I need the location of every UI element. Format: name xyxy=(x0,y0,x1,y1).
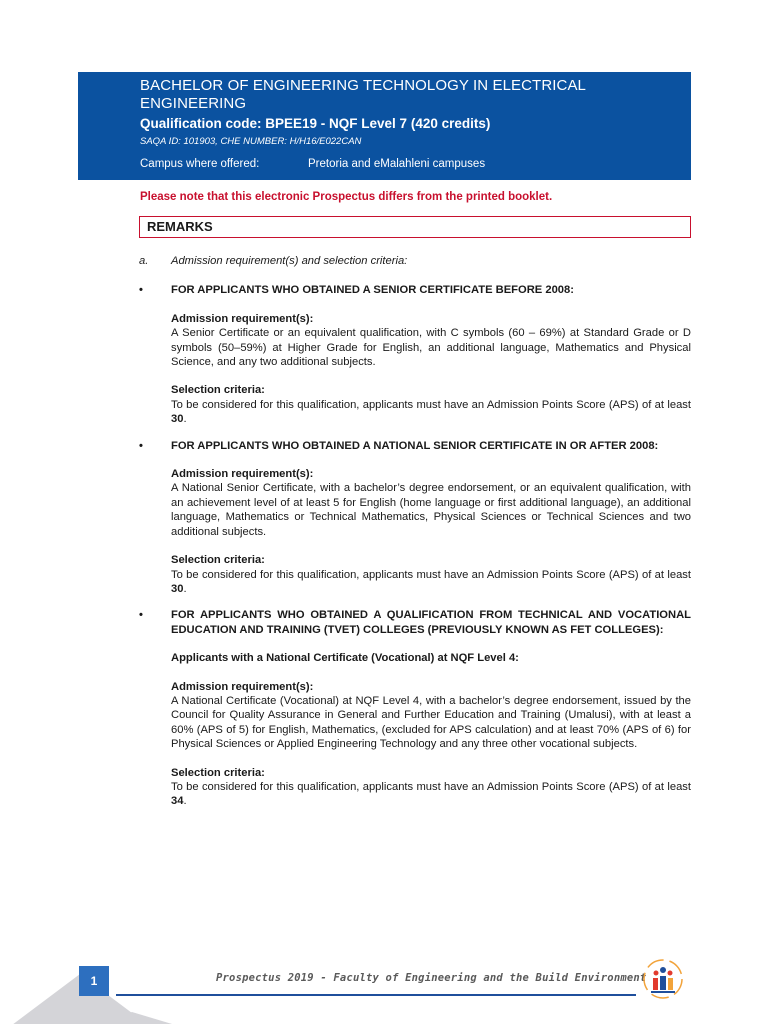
section-heading: FOR APPLICANTS WHO OBTAINED A NATIONAL SENIOR CERTIFICATE IN OR AFTER 2008: xyxy=(171,439,659,452)
section-2-body xyxy=(171,467,691,596)
remarks-title: REMARKS xyxy=(147,219,213,234)
qualification-code: Qualification code: BPEE19 - NQF Level 7 (420 credits) xyxy=(140,116,491,131)
footer-title: Prospectus 2019 - Faculty of Engineering and the Build Environment xyxy=(216,972,647,984)
footer-divider xyxy=(116,994,636,996)
section-3-body xyxy=(171,651,691,809)
aps-value: 30 xyxy=(171,582,184,595)
admission-heading: Admission requirement(s): xyxy=(171,312,314,325)
section-heading: FOR APPLICANTS WHO OBTAINED A QUALIFICATION FROM TECHNICAL AND VOCATIONAL EDUCATION AND TRAINING (TVET) COLLEGES (PREVIOUSLY KNOWN AS FET COLLEGES): xyxy=(171,609,691,636)
admission-text: A National Certificate (Vocational) at NQF Level 4, with a bachelor’s degree endorsement, issued by the Council for Quality Assurance in General and Further Education and Training (Umalusi), with at least a 60% (APS of 5) for English, Mathematics, (excluded for APS calculation) and at least 70% (APS of 6) for Physical Sciences or Applied Engineering Technology and any three other vocational subjects. xyxy=(171,694,691,751)
admission-heading: Admission requirement(s): xyxy=(171,468,314,481)
qualification-title: BACHELOR OF ENGINEERING TECHNOLOGY IN ELECTRICAL ENGINEERING xyxy=(140,77,586,112)
admission-heading: Admission requirement(s): xyxy=(171,680,314,693)
selection-heading: Selection criteria: xyxy=(171,766,265,779)
bullet-icon: • xyxy=(139,439,143,452)
prospectus-note: Please note that this electronic Prospectus differs from the printed booklet. xyxy=(140,191,553,203)
campus-label: Campus where offered: xyxy=(140,158,260,170)
campus-value: Pretoria and eMalahleni campuses xyxy=(308,158,486,170)
section-3-heading xyxy=(139,608,691,637)
saqa-id: SAQA ID: 101903, CHE NUMBER: H/H16/E022CAN xyxy=(140,136,362,147)
page-number: 1 xyxy=(79,966,109,996)
selection-heading: Selection criteria: xyxy=(171,384,265,397)
selection-text: To be considered for this qualification, applicants must have an Admission Points Score (APS) of at least 30. xyxy=(171,568,691,595)
aps-value: 34 xyxy=(171,795,184,808)
aps-value: 30 xyxy=(171,413,184,426)
admission-text: A Senior Certificate or an equivalent qualification, with C symbols (60 – 69%) at Standard Grade or D symbols (50–59%) at Higher Grade for English, an additional language, Mathematics and Physical Science, and any two additional subjects. xyxy=(171,327,691,369)
tvet-subheading: Applicants with a National Certificate (Vocational) at NQF Level 4: xyxy=(171,652,519,665)
selection-text: To be considered for this qualification, applicants must have an Admission Points Score (APS) of at least 30. xyxy=(171,398,691,426)
section-1-heading xyxy=(139,283,691,297)
bullet-icon: • xyxy=(139,284,143,297)
university-logo-icon xyxy=(638,958,688,1000)
selection-text: To be considered for this qualification, applicants must have an Admission Points Score (APS) of at least 34. xyxy=(171,780,691,808)
campus-row xyxy=(140,158,679,170)
section-heading: FOR APPLICANTS WHO OBTAINED A SENIOR CERTIFICATE BEFORE 2008: xyxy=(171,284,574,297)
list-item-a xyxy=(139,254,691,268)
section-2-heading xyxy=(139,439,691,453)
admission-text: A National Senior Certificate, with a bachelor’s degree endorsement, or an equivalent qualification, with an achievement level of at least 5 for English (home language or first additional language), an additional language, Mathematics or Technical Mathematics, Physical Sciences or Technical Sciences and two additional subjects. xyxy=(171,482,691,538)
header-banner xyxy=(78,72,691,180)
remarks-heading xyxy=(139,216,691,238)
bullet-icon: • xyxy=(139,609,143,622)
item-text: Admission requirement(s) and selection criteria: xyxy=(171,255,408,267)
item-marker: a. xyxy=(139,255,149,267)
footer-decoration-small xyxy=(92,1012,172,1024)
remarks-content xyxy=(139,254,691,809)
section-1-body xyxy=(171,312,691,427)
selection-heading: Selection criteria: xyxy=(171,554,265,567)
